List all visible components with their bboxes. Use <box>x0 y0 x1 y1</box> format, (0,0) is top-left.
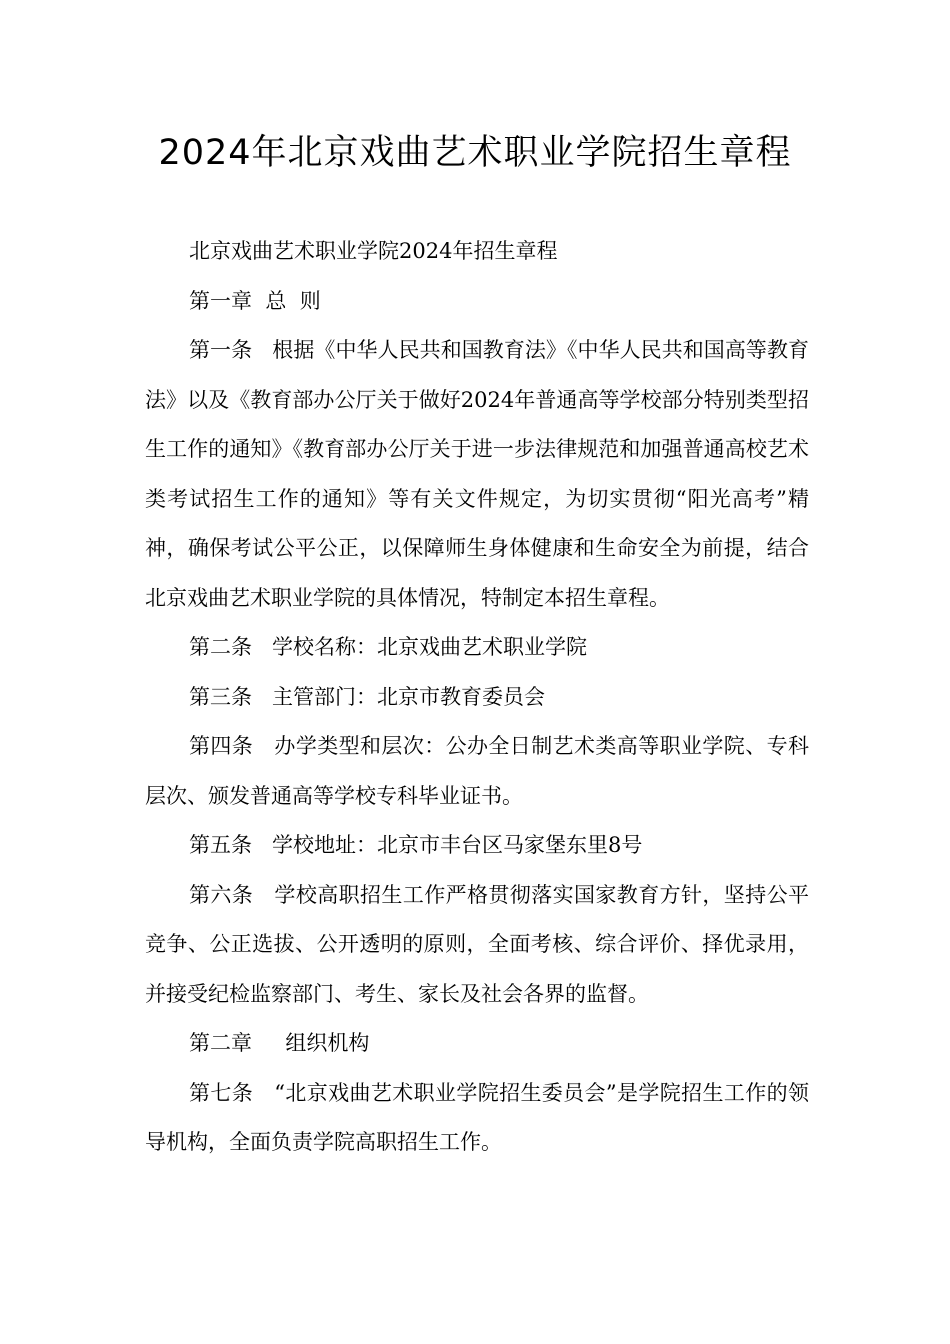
document-title: 2024年北京戏曲艺术职业学院招生章程 <box>158 133 792 173</box>
paragraph-chapter-2-heading: 第二章 组织机构 <box>189 1031 370 1055</box>
document-body <box>145 227 809 1168</box>
paragraph-article-6: 第六条 学校高职招生工作严格贯彻落实国家教育方针，坚持公平竞争、公正选拔、公开透明的原则，全面考核、综合评价、择优录用，并接受纪检监察部门、考生、家长及社会各界的监督。 <box>145 882 809 1006</box>
paragraph-article-1: 第一条 根据《中华人民共和国教育法》《中华人民共和国高等教育法》以及《教育部办公厅关于做好2024年普通高等学校部分特别类型招生工作的通知》《教育部办公厅关于进一步法律规范和加强普通高校艺术类考试招生工作的通知》等有关文件规定，为切实贯彻“阳光高考”精神，确保考试公平公正，以保障师生身体健康和生命安全为前提，结合北京戏曲艺术职业学院的具体情况，特制定本招生章程。 <box>145 338 809 610</box>
paragraph-article-5: 第五条 学校地址：北京市丰台区马家堡东里8号 <box>189 833 643 857</box>
paragraph-article-7: 第七条 “北京戏曲艺术职业学院招生委员会”是学院招生工作的领导机构，全面负责学院高职招生工作。 <box>145 1080 809 1154</box>
paragraph-article-3: 第三条 主管部门：北京市教育委员会 <box>189 684 546 709</box>
paragraph-article-2: 第二条 学校名称：北京戏曲艺术职业学院 <box>189 635 588 659</box>
paragraph-article-4: 第四条 办学类型和层次：公办全日制艺术类高等职业学院、专科层次、颁发普通高等学校专科毕业证书。 <box>145 734 809 808</box>
paragraph-subtitle: 北京戏曲艺术职业学院2024年招生章程 <box>189 239 558 263</box>
paragraph-chapter-1-heading: 第一章 总 则 <box>189 288 321 313</box>
